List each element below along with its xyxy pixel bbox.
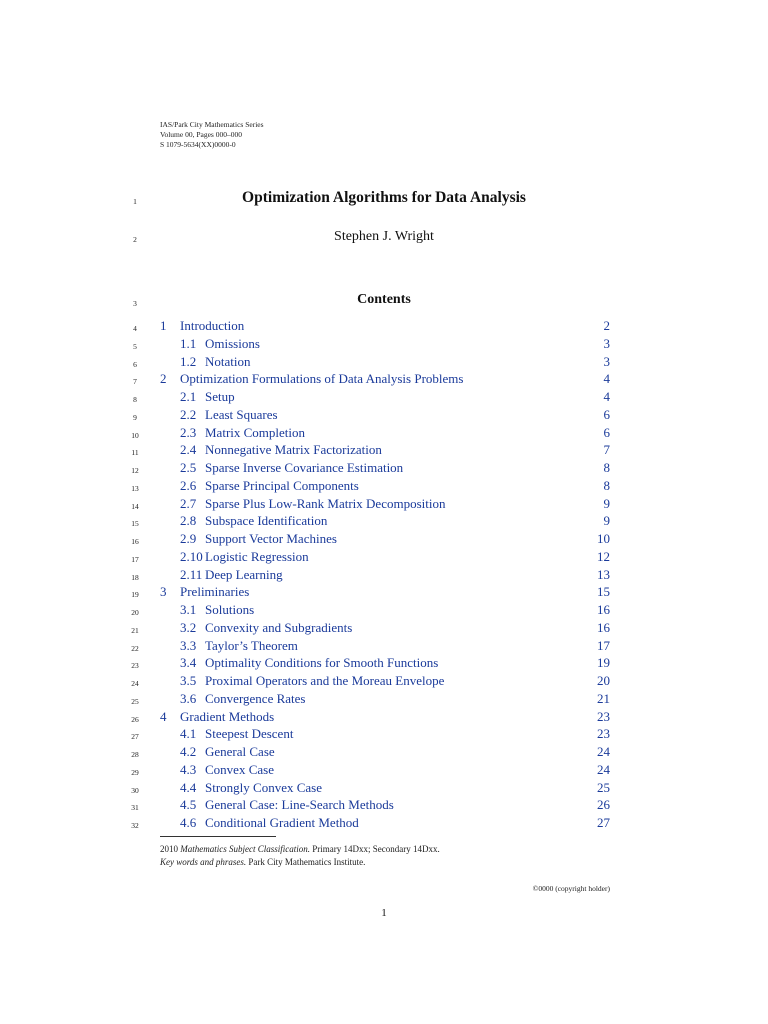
toc-entry[interactable] <box>160 388 610 406</box>
toc-entry-page: 12 <box>597 548 610 564</box>
toc-entry[interactable] <box>160 495 610 513</box>
toc-entry[interactable] <box>160 743 610 761</box>
toc-entry-number: 4 <box>160 708 167 724</box>
toc-entry-number: 3.5 <box>180 673 197 688</box>
toc-entry-page: 4 <box>603 389 610 404</box>
toc-entry-page: 19 <box>597 655 610 671</box>
issn: S 1079-5634(XX)0000-0 <box>160 140 236 149</box>
toc-entry-title: Setup <box>205 389 235 404</box>
toc-entry-title: Deep Learning <box>205 566 283 582</box>
line-number: 26 <box>131 715 139 724</box>
toc-entry-number: 2.2 <box>180 406 197 422</box>
line-number: 13 <box>131 484 139 493</box>
series-name: IAS/Park City Mathematics Series <box>160 120 264 129</box>
toc-entry-number: 2.5 <box>180 460 197 475</box>
toc-entry-title: Nonnegative Matrix Factorization <box>205 442 382 458</box>
toc-entry[interactable] <box>160 814 610 832</box>
line-number: 19 <box>131 590 139 599</box>
line-number: 17 <box>131 555 139 564</box>
toc-entry-title: Optimality Conditions for Smooth Functions <box>205 655 439 671</box>
toc-entry-number: 2.4 <box>180 442 197 458</box>
toc-entry-page: 25 <box>597 779 610 795</box>
toc-entry-page: 26 <box>597 797 610 813</box>
toc-entry-number: 4.6 <box>180 815 197 830</box>
line-number: 21 <box>131 626 139 635</box>
toc-entry-title: Convex Case <box>205 761 274 777</box>
keywords-footnote <box>160 856 365 868</box>
line-number: 5 <box>133 342 137 351</box>
toc-entry[interactable] <box>160 317 610 335</box>
toc-entry-title: Least Squares <box>205 406 278 422</box>
toc-entry[interactable] <box>160 761 610 779</box>
toc-entry-title: Subspace Identification <box>205 513 328 529</box>
msc-value: Primary 14Dxx; Secondary 14Dxx. <box>312 844 440 854</box>
toc-entry-number: 3.4 <box>180 655 197 671</box>
toc-entry-page: 4 <box>603 371 610 387</box>
line-number: 1 <box>133 197 137 206</box>
toc-entry-page: 6 <box>603 406 610 422</box>
toc-entry-page: 3 <box>603 335 610 351</box>
toc-entry-title: Sparse Inverse Covariance Estimation <box>205 460 404 475</box>
line-number: 24 <box>131 679 139 688</box>
toc-entry-number: 2.9 <box>180 531 197 546</box>
toc-entry[interactable] <box>160 370 610 388</box>
volume-info: Volume 00, Pages 000–000 <box>160 130 242 139</box>
toc-entry-number: 4.5 <box>180 797 197 813</box>
toc-entry-number: 4.3 <box>180 761 197 777</box>
toc-entry[interactable] <box>160 583 610 601</box>
line-number: 14 <box>131 502 139 511</box>
toc-entry[interactable] <box>160 441 610 459</box>
toc-entry-number: 3 <box>160 584 167 600</box>
toc-entry-number: 4.4 <box>180 779 197 795</box>
toc-entry[interactable] <box>160 353 610 371</box>
toc-entry-page: 2 <box>603 318 610 333</box>
toc-entry[interactable] <box>160 530 610 548</box>
toc-entry[interactable] <box>160 512 610 530</box>
toc-entry-title: Optimization Formulations of Data Analysis Problems <box>180 371 464 387</box>
toc-entry-title: Strongly Convex Case <box>205 779 322 795</box>
toc-entry-page: 20 <box>597 673 610 688</box>
line-number: 28 <box>131 750 139 759</box>
toc-entry-number: 3.3 <box>180 637 197 653</box>
line-number: 12 <box>131 466 139 475</box>
line-number: 31 <box>131 803 139 812</box>
toc-entry-number: 4.2 <box>180 744 197 759</box>
toc-entry-page: 17 <box>597 637 610 653</box>
toc-entry-number: 1 <box>160 318 167 333</box>
keywords-value: Park City Mathematics Institute. <box>248 857 366 867</box>
toc-entry[interactable] <box>160 619 610 637</box>
toc-entry-page: 27 <box>597 815 610 830</box>
toc-entry-page: 6 <box>603 424 610 440</box>
msc-footnote <box>160 843 440 855</box>
toc-entry-page: 8 <box>603 460 610 475</box>
toc-entry[interactable] <box>160 708 610 726</box>
toc-entry-number: 2.11 <box>180 566 203 582</box>
toc-entry-page: 23 <box>597 726 610 742</box>
toc-entry-page: 23 <box>597 708 610 724</box>
toc-entry-title: General Case: Line-Search Methods <box>205 797 394 813</box>
author-name: Stephen J. Wright <box>334 229 434 244</box>
toc-entry[interactable] <box>160 690 610 708</box>
toc-entry-number: 2.6 <box>180 477 197 493</box>
toc-entry-number: 2.10 <box>180 548 203 564</box>
toc-entry-number: 3.2 <box>180 619 197 635</box>
toc-entry-number: 2.8 <box>180 513 197 529</box>
toc-entry-page: 13 <box>597 566 610 582</box>
toc-entry[interactable] <box>160 459 610 477</box>
toc-entry[interactable] <box>160 796 610 814</box>
toc-entry-number: 4.1 <box>180 726 197 742</box>
toc-entry-title: Sparse Principal Components <box>205 477 359 493</box>
toc-entry-title: Gradient Methods <box>180 708 275 724</box>
paper-title: Optimization Algorithms for Data Analysis <box>242 189 526 206</box>
toc-entry-title: Notation <box>205 353 251 369</box>
toc-entry[interactable] <box>160 335 610 353</box>
toc-entry-number: 2.3 <box>180 424 197 440</box>
line-number: 6 <box>133 360 137 369</box>
line-number: 32 <box>131 821 139 830</box>
line-number: 8 <box>133 395 137 404</box>
toc-entry-page: 16 <box>597 619 610 635</box>
line-number: 9 <box>133 413 137 422</box>
toc-entry-number: 2.1 <box>180 389 197 404</box>
toc-entry-title: General Case <box>205 744 275 759</box>
toc-entry-page: 15 <box>597 584 610 600</box>
toc-entry-number: 2.7 <box>180 495 197 511</box>
toc-entry[interactable] <box>160 477 610 495</box>
toc-entry-title: Preliminaries <box>180 584 250 600</box>
toc-entry[interactable] <box>160 424 610 442</box>
toc-entry-page: 7 <box>603 442 610 458</box>
msc-label: Mathematics Subject Classification. <box>180 844 310 854</box>
line-number: 22 <box>131 644 139 653</box>
line-number: 10 <box>131 431 139 440</box>
toc-entry-page: 9 <box>603 513 610 529</box>
toc-entry-page: 9 <box>603 495 610 511</box>
line-number: 20 <box>131 608 139 617</box>
line-number: 4 <box>133 324 137 333</box>
toc-entry-page: 21 <box>597 690 610 706</box>
line-number: 30 <box>131 786 139 795</box>
toc-entry-title: Convergence Rates <box>205 690 306 706</box>
toc-entry-page: 10 <box>597 531 610 546</box>
toc-entry-title: Proximal Operators and the Moreau Envelope <box>205 673 445 688</box>
toc-entry[interactable] <box>160 779 610 797</box>
toc-entry-number: 1.1 <box>180 335 197 351</box>
toc-entry[interactable] <box>160 725 610 743</box>
toc-entry-number: 3.1 <box>180 602 197 617</box>
page-number: 1 <box>381 907 387 919</box>
toc-entry-page: 24 <box>597 761 610 777</box>
toc-entry-title: Solutions <box>205 602 255 617</box>
line-number: 2 <box>133 235 137 244</box>
line-number: 27 <box>131 732 139 741</box>
toc-entry[interactable] <box>160 601 610 619</box>
toc-entry-title: Convexity and Subgradients <box>205 619 353 635</box>
toc-entry-title: Omissions <box>205 335 260 351</box>
line-number: 7 <box>133 377 137 386</box>
copyright-line: ©0000 (copyright holder) <box>532 884 610 893</box>
toc-entry[interactable] <box>160 548 610 566</box>
line-number: 11 <box>131 448 139 457</box>
toc-entry-title: Steepest Descent <box>205 726 294 742</box>
toc-entry-title: Matrix Completion <box>205 424 306 440</box>
line-number: 23 <box>131 661 139 670</box>
toc-entry-title: Taylor’s Theorem <box>205 637 298 653</box>
toc-entry[interactable] <box>160 566 610 584</box>
line-number: 3 <box>133 299 137 308</box>
toc-entry-number: 1.2 <box>180 353 197 369</box>
toc-entry-number: 3.6 <box>180 690 197 706</box>
toc-entry-page: 8 <box>603 477 610 493</box>
toc-entry-page: 3 <box>603 353 610 369</box>
toc-entry-title: Sparse Plus Low-Rank Matrix Decomposition <box>205 495 446 511</box>
toc-entry[interactable] <box>160 672 610 690</box>
keywords-label: Key words and phrases. <box>160 857 247 867</box>
toc-entry-title: Support Vector Machines <box>205 531 337 546</box>
line-number: 15 <box>131 519 139 528</box>
toc-entry[interactable] <box>160 654 610 672</box>
line-number: 18 <box>131 573 139 582</box>
contents-heading: Contents <box>357 292 411 307</box>
toc-entry-page: 16 <box>597 602 610 617</box>
line-number: 29 <box>131 768 139 777</box>
toc-entry[interactable] <box>160 406 610 424</box>
msc-year: 2010 <box>160 844 178 854</box>
toc-entry-page: 24 <box>597 744 610 759</box>
toc-entry[interactable] <box>160 637 610 655</box>
toc-entry-number: 2 <box>160 371 167 387</box>
footnote-rule <box>160 836 276 837</box>
toc-entry-title: Introduction <box>180 318 245 333</box>
line-number: 16 <box>131 537 139 546</box>
toc-entry-title: Logistic Regression <box>205 548 309 564</box>
line-number: 25 <box>131 697 139 706</box>
toc-entry-title: Conditional Gradient Method <box>205 815 359 830</box>
